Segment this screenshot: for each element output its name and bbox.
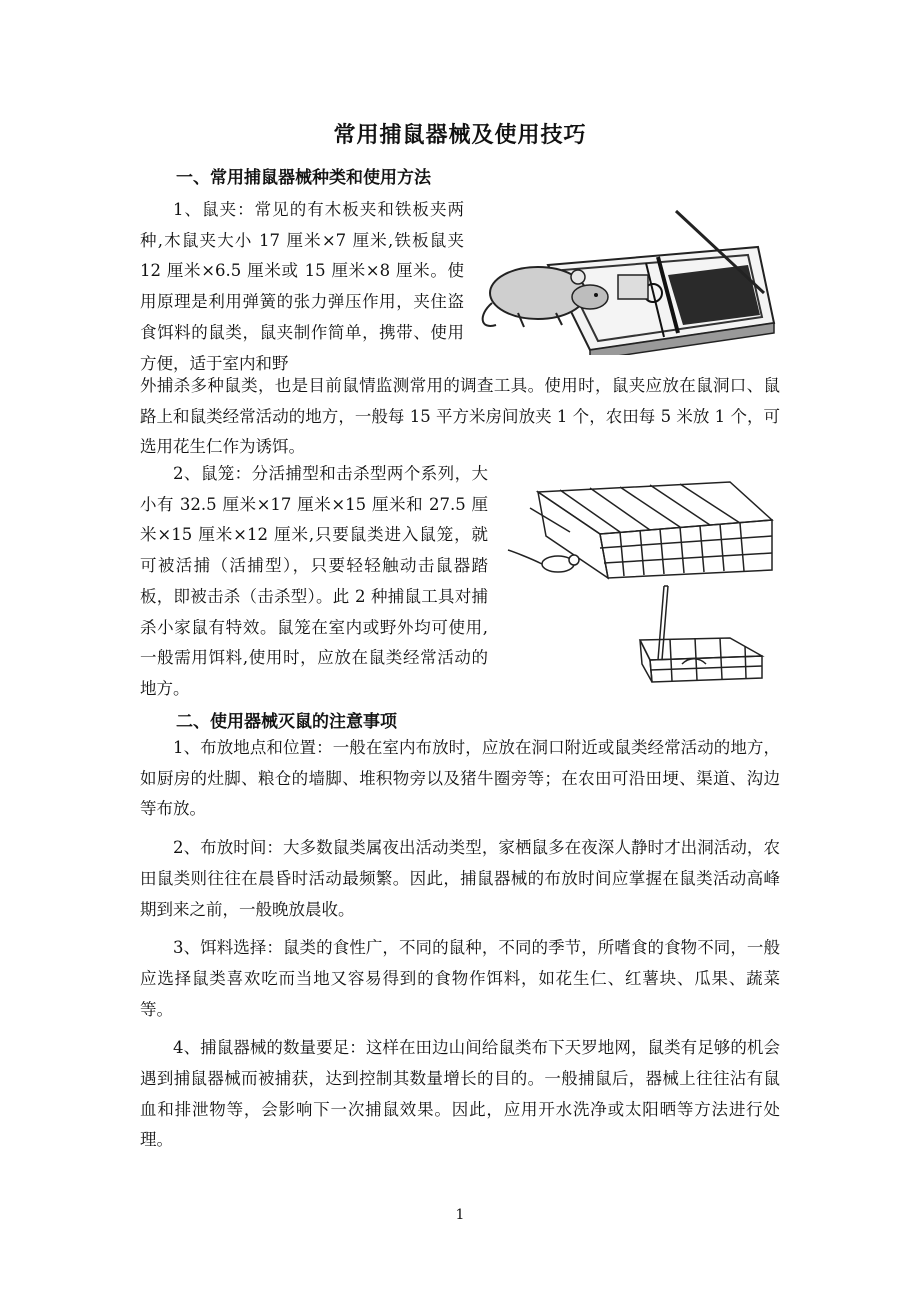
section-1-heading: 一、常用捕鼠器械种类和使用方法 (176, 168, 431, 188)
precaution-1: 1、布放地点和位置：一般在室内布放时，应放在洞口附近或鼠类经常活动的地方，如厨房的灶脚、粮仓的墙脚、堆积物旁以及猪牛圈旁等；在农田可沿田埂、渠道、沟边等布放。 (140, 738, 780, 819)
section-2-body (140, 733, 780, 1156)
precaution-3: 3、饵料选择：鼠类的食性广，不同的鼠种，不同的季节，所嗜食的食物不同，一般应选择鼠类喜欢吃而当地又容易得到的食物作饵料，如花生仁、红薯块、瓜果、蔬菜等。 (140, 938, 780, 1019)
item-2-text: 2、鼠笼：分活捕型和击杀型两个系列，大小有 32.5 厘米×17 厘米×15 厘米和 27.5 厘米×15 厘米×12 厘米,只要鼠类进入鼠笼，就可被活捕（活捕型），只要轻轻触动击鼠器踏板，即被击杀（击杀型）。此 2 种捕鼠工具对捕杀小家鼠有特效。鼠笼在室内或野外均可使用,一般需用饵料,使用时，应放在鼠类经常活动的地方。 (140, 464, 488, 698)
item-1-text-wrapped: 1、鼠夹：常见的有木板夹和铁板夹两种,木鼠夹大小 17 厘米×7 厘米,铁板鼠夹 12 厘米×6.5 厘米或 15 厘米×8 厘米。使用原理是利用弹簧的张力弹压作用，夹住盗食饵料的鼠类，鼠夹制作简单，携带、使用方便，适于室内和野 (140, 200, 464, 373)
mousetrap-illustration (478, 205, 788, 355)
section-2-heading: 二、使用器械灭鼠的注意事项 (176, 712, 397, 732)
item-1-text-continued: 外捕杀多种鼠类，也是目前鼠情监测常用的调查工具。使用时，鼠夹应放在鼠洞口、鼠路上和鼠类经常活动的地方，一般每 15 平方米房间放夹 1 个，农田每 5 米放 1 个，可选用花生仁作为诱饵。 (140, 376, 780, 457)
page-number: 1 (455, 1207, 465, 1223)
page-title: 常用捕鼠器械及使用技巧 (333, 123, 587, 148)
cage-trap-illustration (500, 478, 790, 698)
precaution-2: 2、布放时间：大多数鼠类属夜出活动类型，家栖鼠多在夜深人静时才出洞活动，农田鼠类则往往在晨昏时活动最频繁。因此，捕鼠器械的布放时间应掌握在鼠类活动高峰期到来之前，一般晚放晨收。 (140, 838, 780, 919)
precaution-4: 4、捕鼠器械的数量要足：这样在田边山间给鼠类布下天罗地网，鼠类有足够的机会遇到捕鼠器械而被捕获，达到控制其数量增长的目的。一般捕鼠后，器械上往往沾有鼠血和排泄物等，会影响下一次捕鼠效果。因此，应用开水洗净或太阳晒等方法进行处理。 (140, 1038, 780, 1150)
mouse-figure (508, 550, 579, 572)
